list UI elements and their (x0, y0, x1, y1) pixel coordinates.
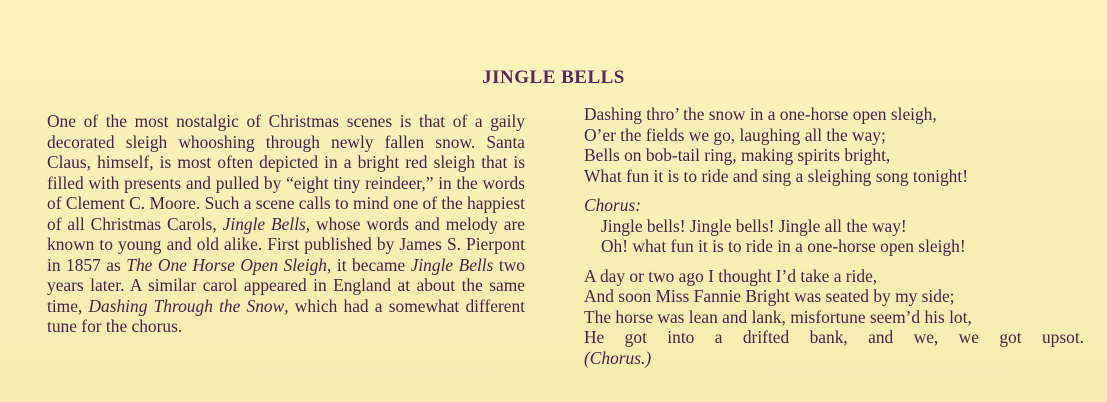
intro-original-title: The One Horse Open Sleigh (126, 254, 328, 275)
verse-line: A day or two ago I thought I’d take a ride, (584, 265, 878, 286)
intro-text-4: two years later. A similar carol appeared in England at about the same time, (47, 254, 525, 316)
intro-text-2: , whose words and melody are known to young and old alike. First published by James S. Pierpont in 1857 as (47, 213, 525, 275)
verse-line: And soon Miss Fannie Bright was seated by my side; (584, 286, 955, 306)
chorus (584, 195, 1084, 257)
chorus-line: Oh! what fun it is to ride in a one-horse open sleigh! (601, 236, 966, 256)
intro-text-5: , which had a somewhat different tune for the chorus. (47, 295, 526, 336)
song-title: JINGLE BELLS (482, 67, 625, 88)
intro-paragraph (47, 111, 525, 337)
verse-line: Dashing thro’ the snow in a one-horse open sleigh, (584, 104, 937, 124)
verse-line: He got into a drifted bank, and we, we got upsot. (584, 327, 1084, 347)
verse-line: What fun it is to ride and sing a sleighing song tonight! (584, 165, 968, 186)
verse-1 (584, 104, 1084, 186)
intro-song-title-2: Jingle Bells (410, 254, 494, 275)
intro-song-title-1: Jingle Bells (222, 213, 306, 234)
intro-text-3: , it became (327, 254, 411, 275)
intro-text-1: One of the most nostalgic of Christmas scenes is that of a gaily decorated sleigh whooshing through newly fallen snow. Santa Claus, himself, is most often depicted in a bright red sleigh that is filled with presents and pulled by “eight tiny reindeer,” in the words of Clement C. Moore. Such a scene calls to mind one of the happiest of all Christmas Carols, (47, 111, 525, 234)
chorus-line: Jingle bells! Jingle bells! Jingle all the way! (601, 215, 907, 236)
chorus-label: Chorus: (584, 195, 642, 215)
chorus-reference: (Chorus.) (584, 347, 652, 368)
intro-other-carol: Dashing Through the Snow (88, 295, 285, 316)
lyrics-column (584, 104, 1084, 368)
verse-2 (584, 266, 1084, 369)
verse-line: The horse was lean and lank, misfortune seem’d his lot, (584, 306, 972, 327)
verse-line: Bells on bob-tail ring, making spirits bright, (584, 145, 891, 165)
verse-line: O’er the fields we go, laughing all the way; (584, 124, 886, 145)
